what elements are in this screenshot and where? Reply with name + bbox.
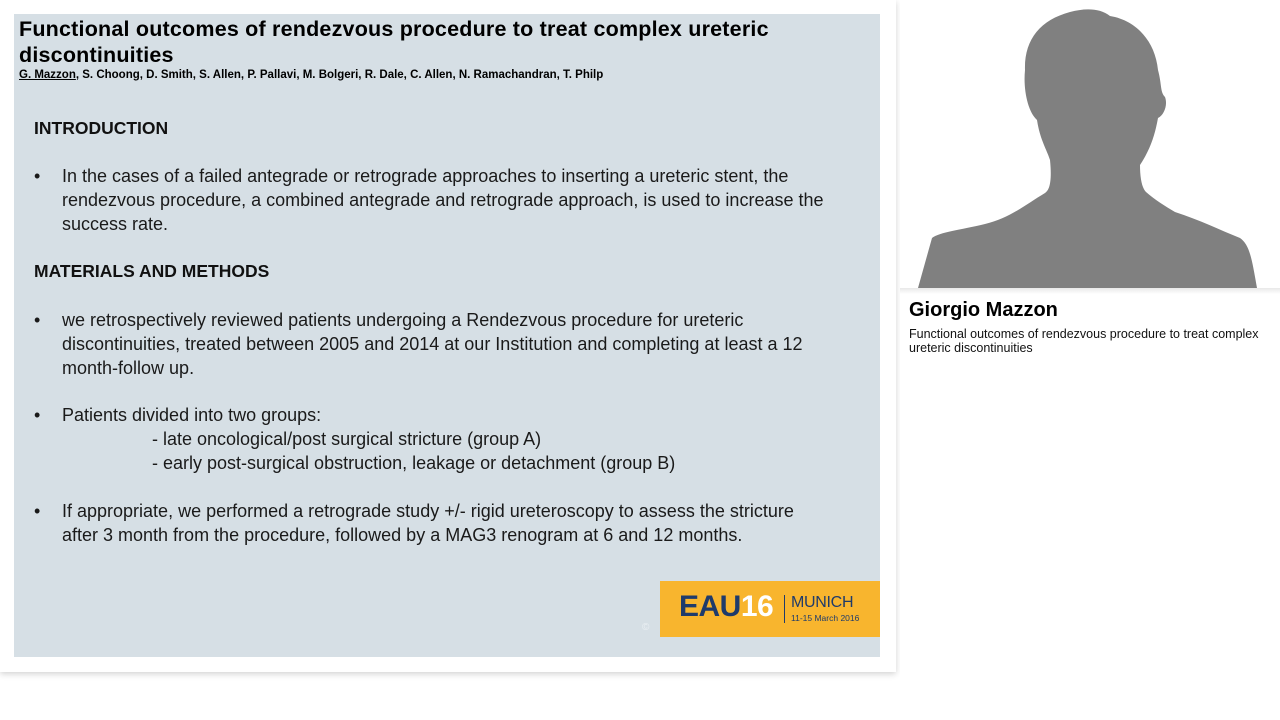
bullet-introduction — [34, 164, 834, 236]
slide-title: Functional outcomes of rendezvous procedure to treat complex ureteric discontinuities — [19, 17, 769, 67]
logo-eau-text: EAU16 — [679, 590, 774, 623]
section-heading-methods: MATERIALS AND METHODS — [34, 261, 270, 281]
bullet-dot-icon: • — [34, 501, 41, 521]
first-author: G. Mazzon — [19, 69, 76, 81]
presentation-slide — [14, 14, 880, 657]
bullet-methods-review — [34, 308, 834, 380]
bullet-text: Patients divided into two groups: — [62, 405, 322, 425]
group-a-item: - late oncological/post surgical stricture (group A) — [152, 429, 542, 449]
copyright-watermark-icon: © — [642, 622, 650, 633]
bullet-text: In the cases of a failed antegrade or retrograde approaches to inserting a ureteric stent, the rendezvous procedure, a combined antegrade and retrograde approach, is used to increase the success rate. — [62, 166, 824, 234]
photo-divider — [900, 288, 1280, 294]
bullet-dot-icon: • — [34, 310, 41, 330]
bullet-methods-groups — [34, 403, 834, 475]
bullet-methods-followup — [34, 499, 834, 547]
bullet-text: we retrospectively reviewed patients undergoing a Rendezvous procedure for ureteric discontinuities, treated between 2005 and 2014 at our Institution and completing at least a 12 month-follow up. — [62, 310, 803, 378]
speaker-panel — [900, 0, 1280, 720]
logo-city: MUNICH — [791, 594, 854, 611]
speaker-photo — [900, 0, 1280, 288]
speaker-name: Giorgio Mazzon — [909, 299, 1058, 321]
bullet-dot-icon: • — [34, 405, 41, 425]
speaker-talk-title: Functional outcomes of rendezvous procedure to treat complex ureteric discontinuities — [909, 327, 1259, 355]
bullet-dot-icon: • — [34, 166, 41, 186]
person-silhouette-icon — [900, 0, 1280, 288]
author-list — [19, 69, 603, 81]
bullet-text: If appropriate, we performed a retrograde study +/- rigid ureteroscopy to assess the stricture after 3 month from the procedure, followed by a MAG3 renogram at 6 and 12 months. — [62, 501, 794, 545]
logo-dates: 11-15 March 2016 — [791, 613, 860, 623]
co-authors: , S. Choong, D. Smith, S. Allen, P. Pallavi, M. Bolgeri, R. Dale, C. Allen, N. Ramachandran, T. Philp — [75, 69, 604, 81]
eau16-munich-logo — [660, 581, 880, 637]
logo-divider — [784, 595, 785, 623]
group-b-item: - early post-surgical obstruction, leakage or detachment (group B) — [152, 453, 676, 473]
section-heading-introduction: INTRODUCTION — [34, 118, 169, 138]
